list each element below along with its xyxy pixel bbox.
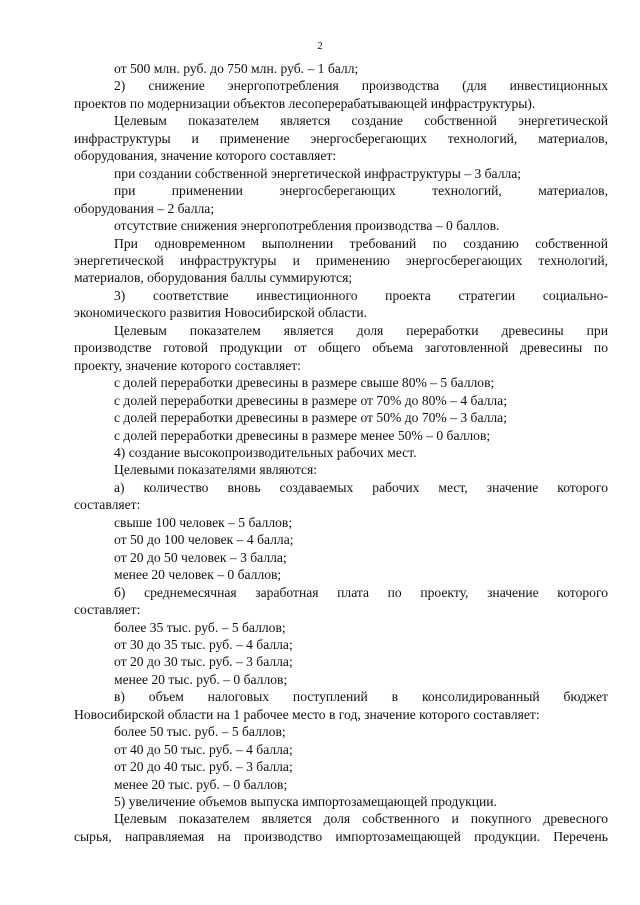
page-number: 2	[317, 40, 323, 52]
text-line: с долей переработки древесины в размере от 70% до 80% – 4 балла;	[114, 392, 507, 408]
text-line: Целевым показателем является доля переработки древесины при	[114, 322, 608, 338]
text-line: оборудования, значение которого составляет:	[74, 148, 337, 164]
text-line: более 35 тыс. руб. – 5 баллов;	[114, 619, 286, 635]
text-line: сырья, направляемая на производство импортозамещающей продукции. Перечень	[74, 828, 608, 844]
text-line: с долей переработки древесины в размере менее 50% – 0 баллов;	[114, 427, 491, 443]
text-line: при создании собственной энергетической инфраструктуры – 3 балла;	[114, 165, 522, 181]
text-line: 4) создание высокопроизводительных рабочих мест.	[114, 444, 417, 460]
text-line: материалов, оборудования баллы суммируются;	[74, 270, 353, 286]
text-line: При одновременном выполнении требований по созданию собственной	[114, 235, 608, 251]
text-line: менее 20 тыс. руб. – 0 баллов;	[114, 671, 288, 687]
text-line: с долей переработки древесины в размере от 50% до 70% – 3 балла;	[114, 410, 507, 426]
text-line: от 500 млн. руб. до 750 млн. руб. – 1 балл;	[114, 61, 359, 76]
text-line: с долей переработки древесины в размере свыше 80% – 5 баллов;	[114, 375, 495, 391]
text-line: составляет:	[74, 497, 141, 513]
text-line: инфраструктуры и применение энергосберегающих технологий, материалов,	[74, 130, 608, 146]
text-line: отсутствие снижения энергопотребления производства – 0 баллов.	[114, 218, 500, 234]
text-line: 2) снижение энергопотребления производства (для инвестиционных	[114, 78, 608, 94]
text-line: производстве готовой продукции от общего объема заготовленной древесины по	[74, 340, 608, 356]
text-line: свыше 100 человек – 5 баллов;	[114, 514, 293, 530]
text-line: оборудования – 2 балла;	[74, 200, 215, 216]
text-line: б) среднемесячная заработная плата по проекту, значение которого	[114, 584, 608, 600]
text-line: от 50 до 100 человек – 4 балла;	[114, 532, 294, 548]
text-line: Целевыми показателями являются:	[114, 462, 318, 478]
text-line: а) количество вновь создаваемых рабочих мест, значение которого	[114, 479, 608, 495]
text-line: от 20 до 40 тыс. руб. – 3 балла;	[114, 759, 293, 775]
text-line: 3) соответствие инвестиционного проекта стратегии социально-	[114, 287, 608, 303]
text-line: от 20 до 50 человек – 3 балла;	[114, 549, 287, 565]
text-line: проекту, значение которого составляет:	[74, 357, 301, 373]
text-line: 5) увеличение объемов выпуска импортозамещающей продукции.	[114, 794, 497, 810]
text-line: от 20 до 30 тыс. руб. – 3 балла;	[114, 654, 293, 670]
text-line: менее 20 человек – 0 баллов;	[114, 567, 282, 583]
text-line: экономического развития Новосибирской области.	[74, 305, 368, 321]
text-line: в) объем налоговых поступлений в консолидированный бюджет	[114, 689, 608, 705]
text-line: при применении энергосберегающих технологий, материалов,	[114, 183, 608, 199]
text-line: от 40 до 50 тыс. руб. – 4 балла;	[114, 741, 293, 757]
text-line: Целевым показателем является создание собственной энергетической	[114, 113, 608, 129]
text-line: энергетической инфраструктуры и применению энергосберегающих технологий,	[74, 252, 608, 268]
text-line: Новосибирской области на 1 рабочее место в год, значение которого составляет:	[74, 706, 540, 722]
text-line: менее 20 тыс. руб. – 0 баллов;	[114, 776, 288, 792]
text-line: более 50 тыс. руб. – 5 баллов;	[114, 724, 286, 740]
text-line: от 30 до 35 тыс. руб. – 4 балла;	[114, 636, 293, 652]
text-line: проектов по модернизации объектов лесоперерабатывающей инфраструктуры).	[74, 95, 536, 111]
text-line: составляет:	[74, 602, 141, 618]
text-line: Целевым показателем является доля собственного и покупного древесного	[114, 811, 608, 827]
document-body	[74, 60, 608, 845]
